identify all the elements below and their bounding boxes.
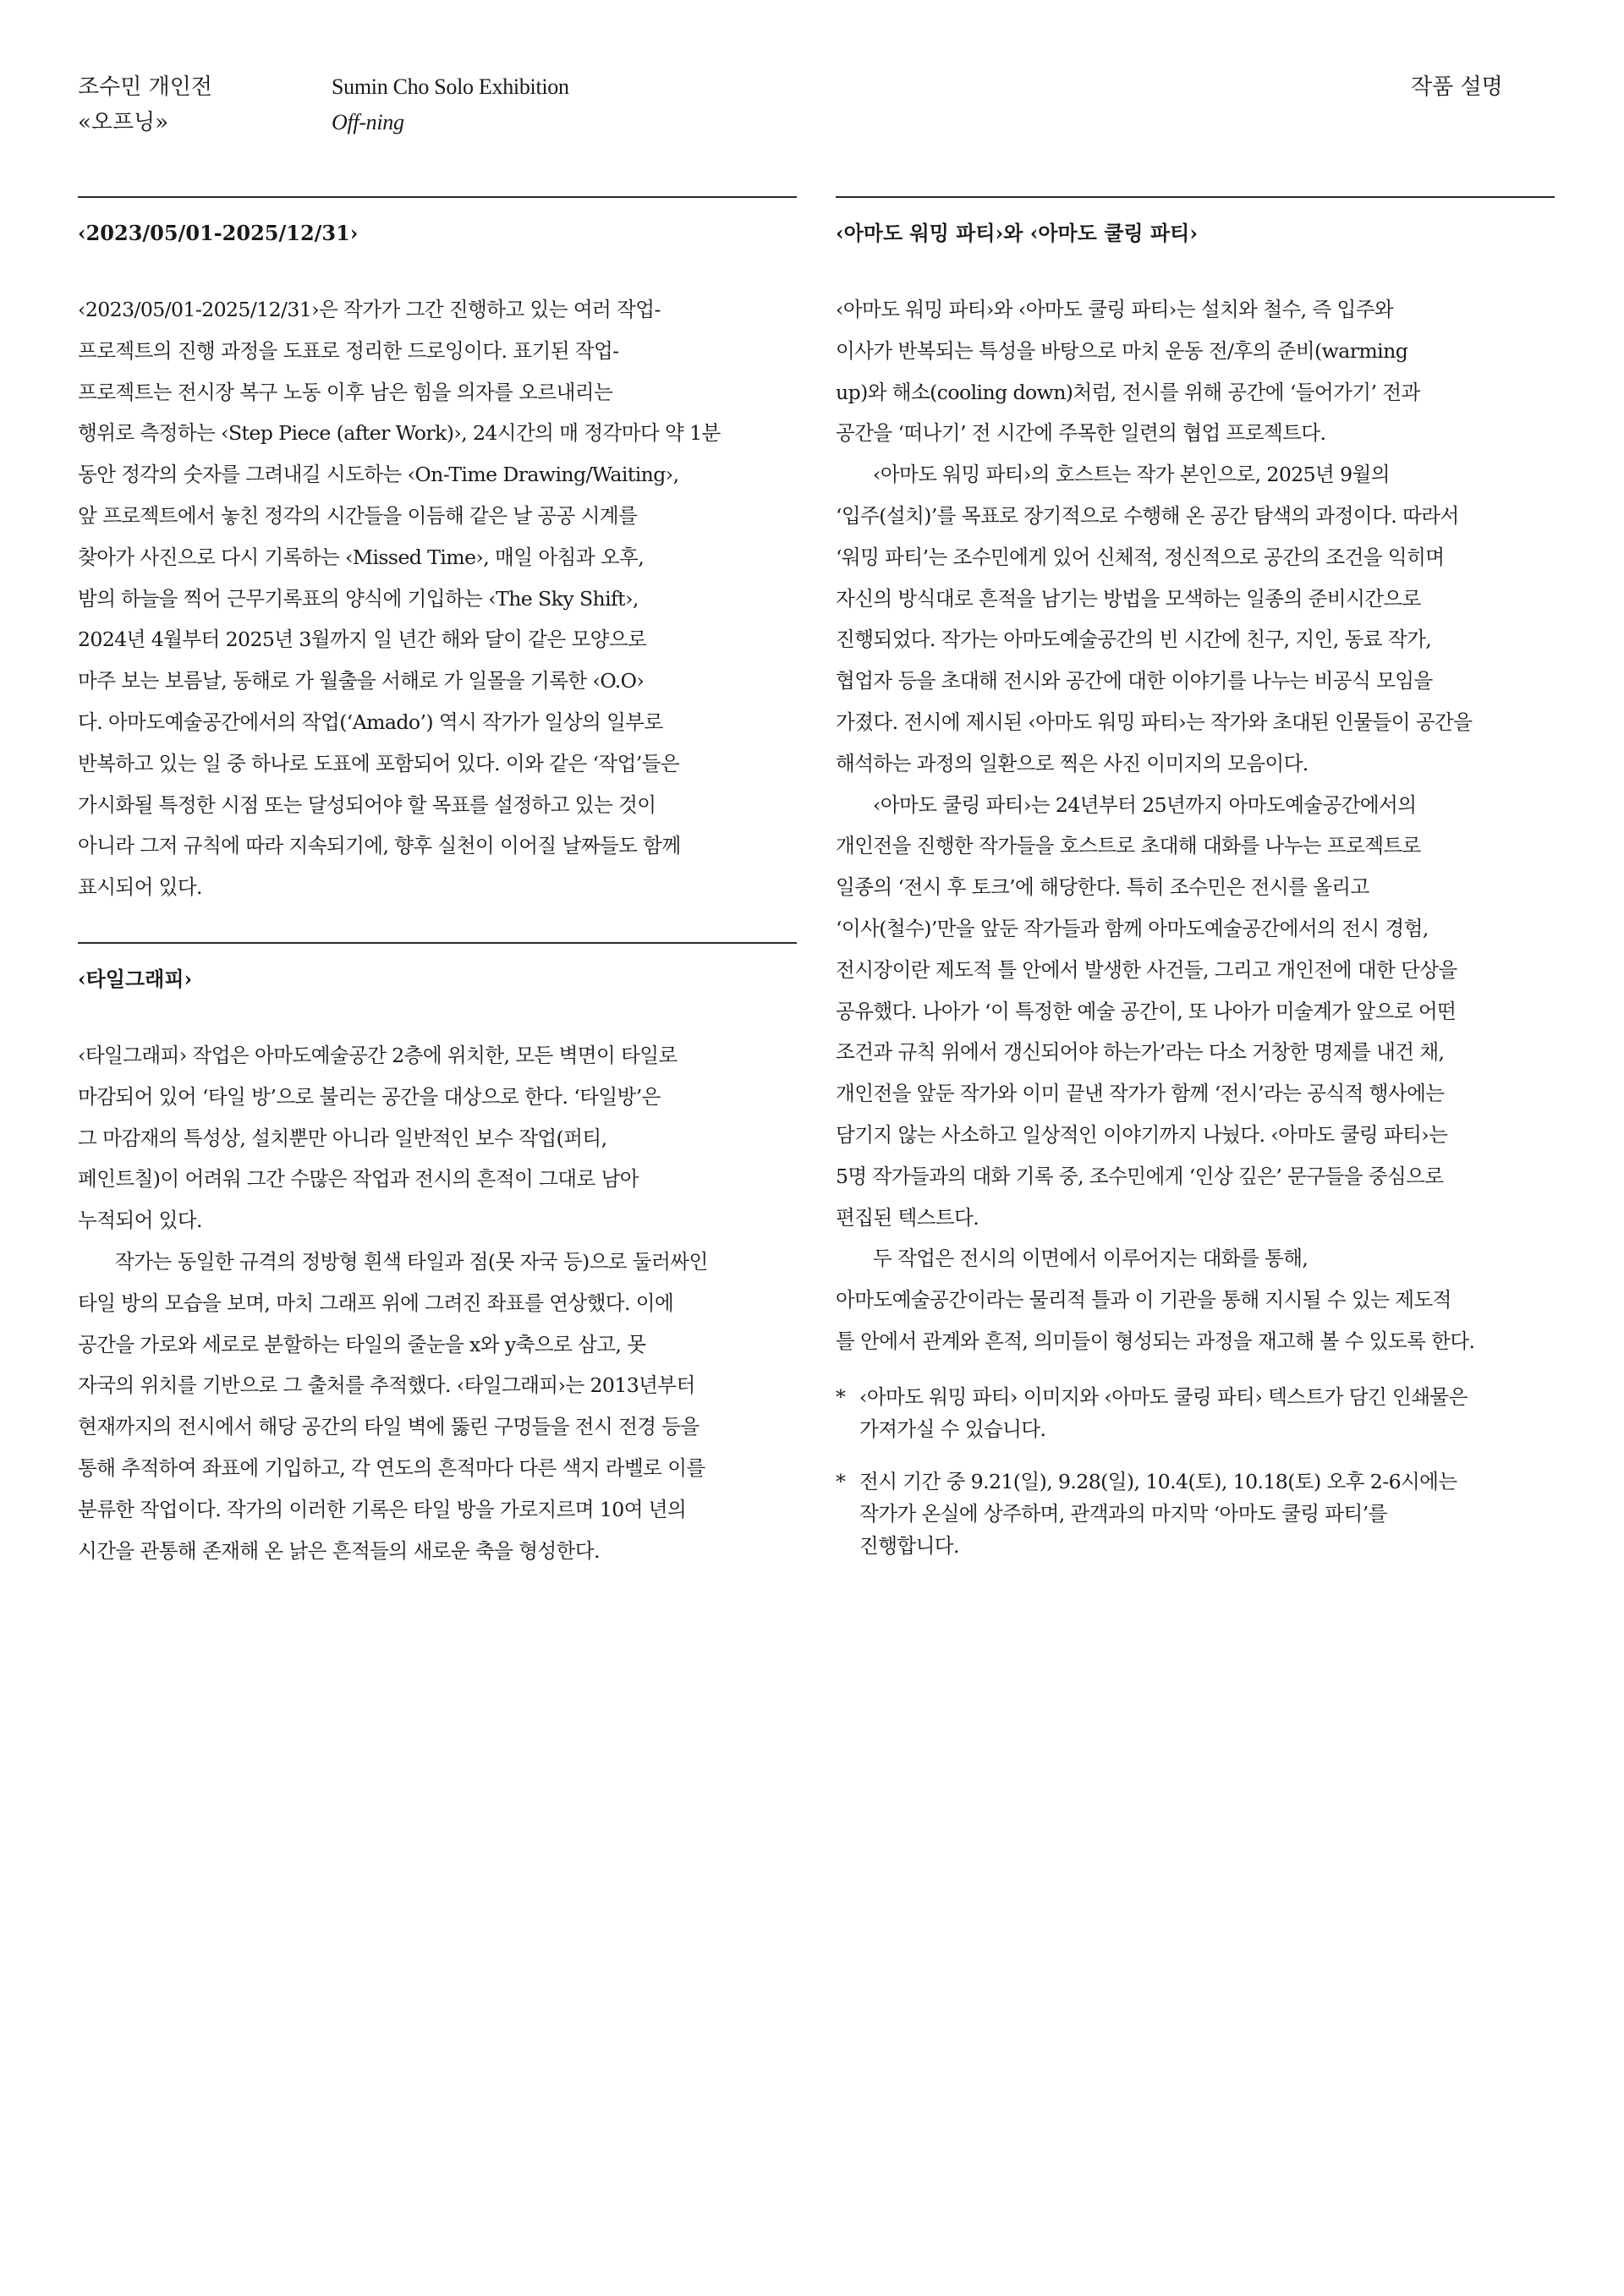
text-line: 공간을 가로와 세로로 분할하는 타일의 줄눈을 x와 y축으로 삼고, 못 [78, 1332, 646, 1356]
section-title-parties: ‹아마도 워밍 파티›와 ‹아마도 쿨링 파티› [836, 221, 1198, 245]
text-line: 틀 안에서 관계와 흔적, 의미들이 형성되는 과정을 재고해 볼 수 있도록 한다. [836, 1329, 1475, 1353]
text-line: 타일 방의 모습을 보며, 마치 그래프 위에 그려진 좌표를 연상했다. 이에 [78, 1290, 674, 1315]
text-line: 가졌다. 전시에 제시된 ‹아마도 워밍 파티›는 작가와 초대된 인물들이 공간을 [836, 710, 1473, 734]
text-line: 통해 추적하여 좌표에 기입하고, 각 연도의 흔적마다 다른 색지 라벨로 이를 [78, 1455, 705, 1480]
page-label [1411, 69, 1503, 105]
footnote-line: * 전시 기간 중 9.21(일), 9.28(일), 10.4(토), 10.18(토) 오후 2-6시에는 [836, 1466, 1555, 1498]
text-line: 앞 프로젝트에서 놓친 정각의 시간들을 이듬해 같은 날 공공 시계를 [78, 503, 638, 528]
left-column [78, 196, 797, 1571]
page-label-text: 작품 설명 [1411, 74, 1503, 100]
section-tilegraphy [78, 942, 797, 1571]
text-line: 프로젝트의 진행 과정을 도표로 정리한 드로잉이다. 표기된 작업- [78, 338, 619, 363]
korean-header [78, 69, 212, 140]
text-line: ‹타일그래피› 작업은 아마도예술공간 2층에 위치한, 모든 벽면이 타일로 [78, 1043, 678, 1067]
text-line: 마감되어 있어 ‘타일 방’으로 불리는 공간을 대상으로 한다. ‘타일방’은 [78, 1084, 661, 1109]
text-line: 아니라 그저 규칙에 따라 지속되기에, 향후 실천이 이어질 날짜들도 함께 [78, 834, 681, 858]
text-line: 공간을 ‘떠나기’ 전 시간에 주목한 일련의 협업 프로젝트다. [836, 421, 1326, 446]
text-line: 반복하고 있는 일 중 하나로 도표에 포함되어 있다. 이와 같은 ‘작업’들은 [78, 751, 680, 775]
footnote-schedule [836, 1466, 1555, 1562]
text-line: 표시되어 있다. [78, 875, 202, 900]
text-line: ‘입주(설치)’를 목표로 장기적으로 수행해 온 공간 탐색의 과정이다. 따라서 [836, 503, 1459, 528]
text-line: 일종의 ‘전시 후 토크’에 해당한다. 특히 조수민은 전시를 올리고 [836, 875, 1369, 900]
footnote-line: 작가가 온실에 상주하며, 관객과의 마지막 ‘아마도 쿨링 파티’를 [859, 1501, 1387, 1526]
right-column [836, 196, 1555, 1562]
text-line: 가시화될 특정한 시점 또는 달성되어야 할 목표를 설정하고 있는 것이 [78, 792, 656, 817]
text-line: 아마도예술공간이라는 물리적 틀과 이 기관을 통해 지시될 수 있는 제도적 [836, 1288, 1451, 1312]
text-line: 두 작업은 전시의 이면에서 이루어지는 대화를 통해, [873, 1247, 1309, 1271]
text-line: 자국의 위치를 기반으로 그 출처를 추적했다. ‹타일그래피›는 2013년부터 [78, 1373, 695, 1398]
english-title: Sumin Cho Solo Exhibition [332, 74, 569, 99]
text-line: 분류한 작업이다. 작가의 이러한 기록은 타일 방을 가로지르며 10여 년의 [78, 1497, 687, 1521]
text-line: 개인전을 진행한 작가들을 호스트로 초대해 대화를 나누는 프로젝트로 [836, 834, 1421, 858]
korean-title: 조수민 개인전 [78, 74, 212, 100]
text-line: 해석하는 과정의 일환으로 찍은 사진 이미지의 모음이다. [836, 751, 1309, 775]
text-line: 찾아가 사진으로 다시 기록하는 ‹Missed Time›, 매일 아침과 오후, [78, 545, 645, 569]
footnote-line: * ‹아마도 워밍 파티› 이미지와 ‹아마도 쿨링 파티› 텍스트가 담긴 인쇄물은 [836, 1381, 1555, 1413]
text-line: 조건과 규칙 위에서 갱신되어야 하는가’라는 다소 거창한 명제를 내건 채, [836, 1040, 1445, 1065]
text-line: 개인전을 앞둔 작가와 이미 끝낸 작가가 함께 ‘전시’라는 공식적 행사에는 [836, 1082, 1445, 1106]
section-title-tilegraphy: ‹타일그래피› [78, 966, 193, 991]
text-line: 편집된 텍스트다. [836, 1205, 979, 1230]
text-line: 현재까지의 전시에서 해당 공간의 타일 벽에 뚫린 구멍들을 전시 전경 등을 [78, 1415, 700, 1439]
text-line: 이사가 반복되는 특성을 바탕으로 마치 운동 전/후의 준비(warming [836, 338, 1408, 363]
text-line: 마주 보는 보름날, 동해로 가 월출을 서해로 가 일몰을 기록한 ‹O.O› [78, 669, 645, 693]
text-line: 공유했다. 나아가 ‘이 특정한 예술 공간이, 또 나아가 미술계가 앞으로 어떤 [836, 999, 1457, 1023]
english-header [332, 69, 569, 140]
section-body-drawing [78, 289, 797, 908]
footnote-marker: * [836, 1469, 846, 1493]
text-line: ‹아마도 워밍 파티›와 ‹아마도 쿨링 파티›는 설치와 철수, 즉 입주와 [836, 298, 1394, 321]
footnote-line: 가져가실 수 있습니다. [859, 1417, 1046, 1441]
footnote-line: 진행합니다. [859, 1533, 959, 1558]
english-subtitle: Off-ning [332, 110, 404, 134]
text-line: 밤의 하늘을 찍어 근무기록표의 양식에 기입하는 ‹The Sky Shift›, [78, 586, 639, 611]
section-divider [78, 196, 797, 198]
text-line: 시간을 관통해 존재해 온 낡은 흔적들의 새로운 축을 형성한다. [78, 1538, 600, 1563]
footnote-marker: * [836, 1384, 846, 1409]
text-line: 자신의 방식대로 흔적을 남기는 방법을 모색하는 일종의 준비시간으로 [836, 586, 1421, 611]
text-line: 담기지 않는 사소하고 일상적인 이야기까지 나눴다. ‹아마도 쿨링 파티›는 [836, 1122, 1448, 1147]
text-line: 협업자 등을 초대해 전시와 공간에 대한 이야기를 나누는 비공식 모임을 [836, 669, 1433, 693]
text-line: ‹2023/05/01-2025/12/31›은 작가가 그간 진행하고 있는 여러 작업- [78, 298, 661, 321]
text-line: 프로젝트는 전시장 복구 노동 이후 남은 힘을 의자를 오르내리는 [78, 380, 613, 404]
text-line: ‘이사(철수)’만을 앞둔 작가들과 함께 아마도예술공간에서의 전시 경험, [836, 916, 1429, 940]
text-line: 동안 정각의 숫자를 그려내길 시도하는 ‹On-Time Drawing/Waiting›, [78, 463, 679, 487]
text-line: 행위로 측정하는 ‹Step Piece (after Work)›, 24시간의 매 정각마다 약 1분 [78, 421, 721, 446]
text-line: ‘워밍 파티’는 조수민에게 있어 신체적, 정신적으로 공간의 조건을 익히며 [836, 545, 1445, 569]
text-line: 작가는 동일한 규격의 정방형 흰색 타일과 점(못 자국 등)으로 둘러싸인 [115, 1249, 708, 1274]
korean-subtitle: «오프닝» [78, 110, 169, 135]
footnote-print [836, 1381, 1555, 1445]
text-line: 페인트칠)이 어려워 그간 수많은 작업과 전시의 흔적이 그대로 남아 [78, 1167, 639, 1192]
section-body-parties [836, 289, 1555, 1362]
text-line: 진행되었다. 작가는 아마도예술공간의 빈 시간에 친구, 지인, 동료 작가, [836, 627, 1432, 652]
text-line: up)와 해소(cooling down)처럼, 전시를 위해 공간에 ‘들어가기’ 전과 [836, 380, 1420, 404]
text-line: 그 마감재의 특성상, 설치뿐만 아니라 일반적인 보수 작업(퍼티, [78, 1126, 607, 1150]
text-line: ‹아마도 쿨링 파티›는 24년부터 25년까지 아마도예술공간에서의 [873, 792, 1417, 817]
section-divider [78, 942, 797, 944]
text-line: ‹아마도 워밍 파티›의 호스트는 작가 본인으로, 2025년 9월의 [873, 463, 1390, 487]
section-divider [836, 196, 1555, 198]
text-line: 다. 아마도예술공간에서의 작업(‘Amado’) 역시 작가가 일상의 일부로 [78, 710, 663, 734]
text-line: 누적되어 있다. [78, 1208, 202, 1233]
footnotes [836, 1381, 1555, 1562]
text-line: 5명 작가들과의 대화 기록 중, 조수민에게 ‘인상 깊은’ 문구들을 중심으로 [836, 1164, 1444, 1188]
text-line: 2024년 4월부터 2025년 3월까지 일 년간 해와 달이 같은 모양으로 [78, 627, 647, 652]
section-title-drawing: ‹2023/05/01-2025/12/31› [78, 221, 359, 245]
section-body-tilegraphy [78, 1035, 797, 1571]
text-line: 전시장이란 제도적 틀 안에서 발생한 사건들, 그리고 개인전에 대한 단상을 [836, 957, 1457, 982]
